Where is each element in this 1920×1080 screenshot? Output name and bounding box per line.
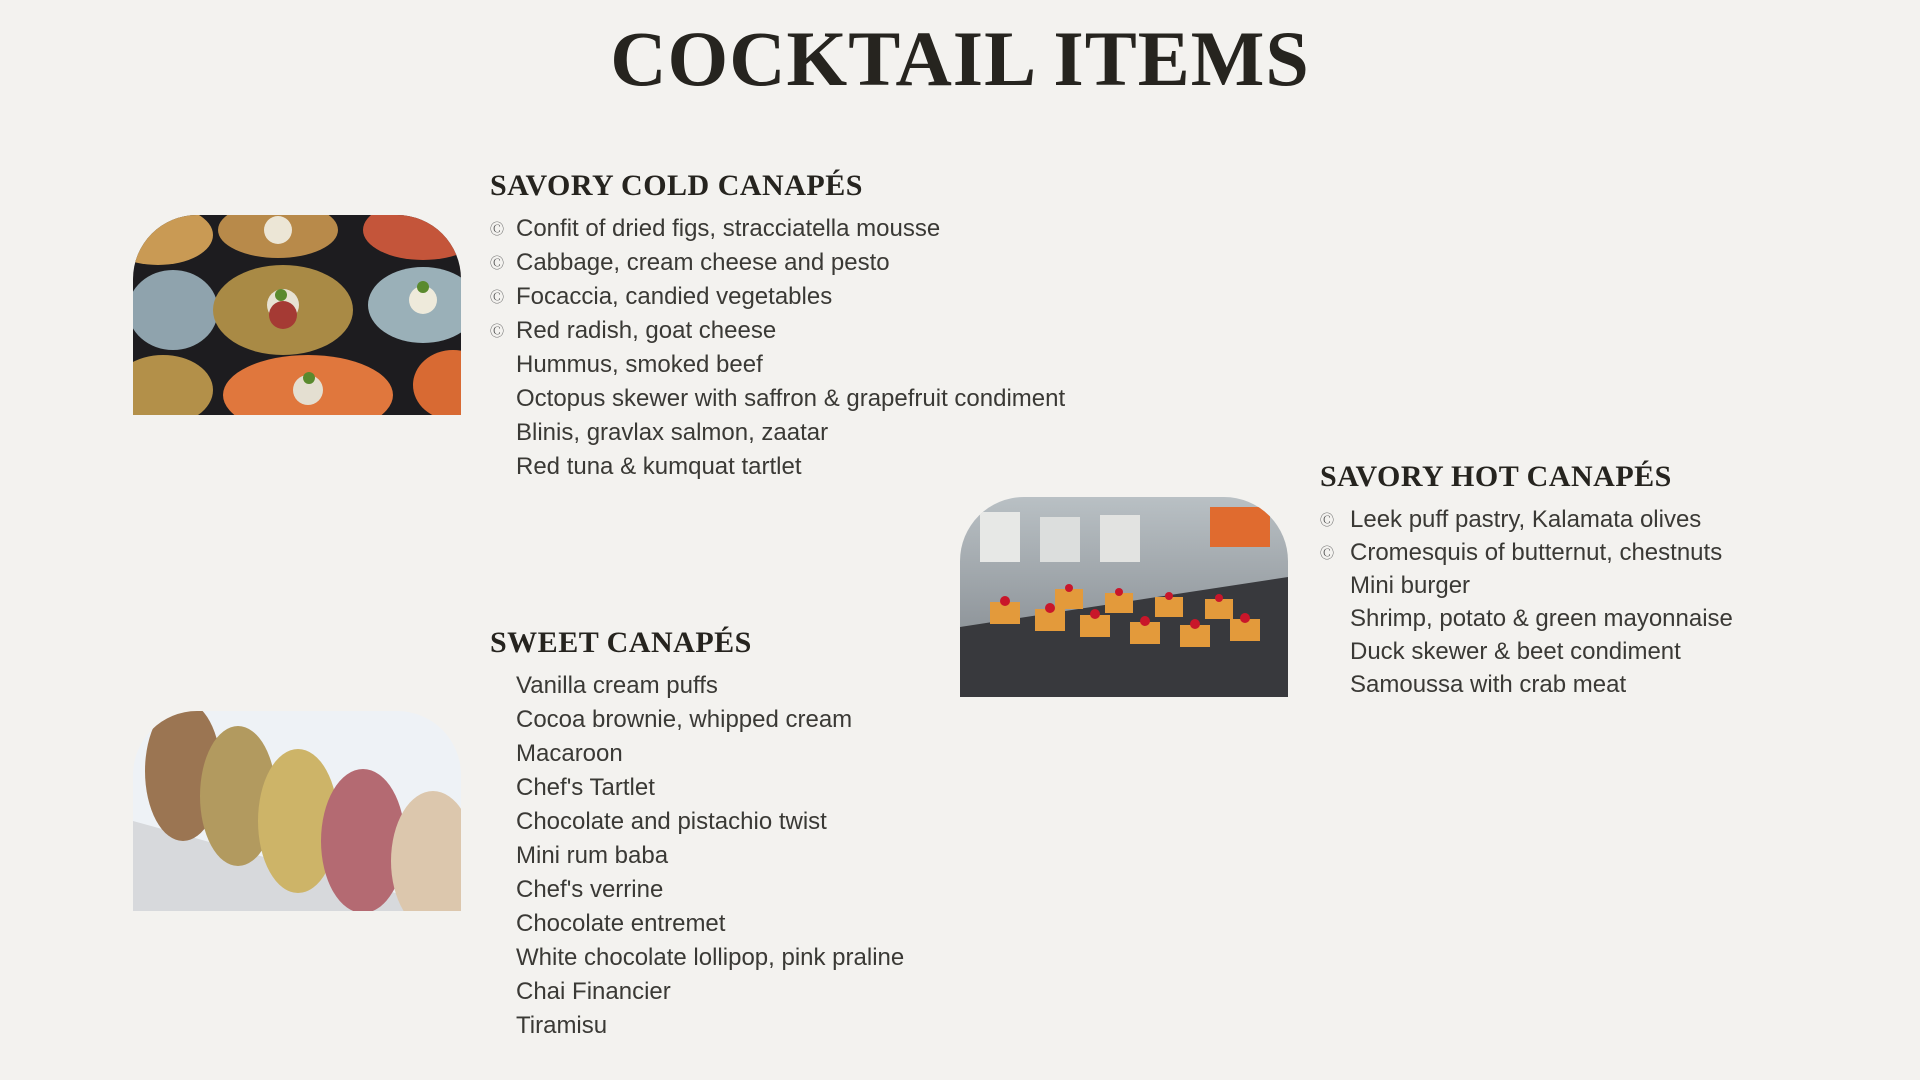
item-label: Mini burger (1350, 571, 1471, 599)
vegetarian-leaf-icon: Ⓒ (490, 323, 504, 339)
list-item (490, 669, 904, 703)
list-item (490, 941, 904, 975)
item-label: Chocolate entremet (516, 910, 726, 937)
menu-list (490, 212, 1065, 484)
list-item (490, 805, 904, 839)
item-label: Red radish, goat cheese (516, 317, 777, 344)
list-item (1320, 668, 1733, 701)
vegetarian-leaf-icon: Ⓒ (1320, 544, 1334, 561)
menu-list (1320, 503, 1733, 701)
item-label: Hummus, smoked beef (516, 351, 763, 378)
vegetarian-leaf-icon: Ⓒ (490, 255, 504, 271)
vegetarian-leaf-icon: Ⓒ (1320, 511, 1334, 528)
vegetarian-leaf-icon: Ⓒ (490, 221, 504, 237)
list-item (490, 246, 1065, 280)
section-heading: SAVORY COLD CANAPÉS (490, 169, 863, 202)
list-item (490, 416, 1065, 450)
list-item (1320, 635, 1733, 668)
item-label: Blinis, gravlax salmon, zaatar (516, 419, 829, 446)
item-label: Chef's Tartlet (516, 774, 655, 801)
savory-hot-section (1320, 459, 1733, 701)
list-item (1320, 536, 1733, 569)
list-item (490, 907, 904, 941)
item-label: Red tuna & kumquat tartlet (516, 453, 802, 480)
list-item (490, 280, 1065, 314)
item-label: Chef's verrine (516, 876, 664, 903)
item-label: Cocoa brownie, whipped cream (516, 706, 853, 733)
list-item (490, 348, 1065, 382)
cold-canapes-photo (133, 215, 461, 415)
list-item (490, 975, 904, 1009)
item-label: Leek puff pastry, Kalamata olives (1350, 505, 1702, 533)
item-label: Confit of dried figs, stracciatella mousse (516, 215, 941, 242)
item-label: Octopus skewer with saffron & grapefruit condiment (516, 385, 1066, 412)
item-label: Chocolate and pistachio twist (516, 808, 827, 835)
menu-list (490, 669, 904, 1043)
hot-canapes-photo (960, 497, 1288, 697)
item-label: Shrimp, potato & green mayonnaise (1350, 604, 1733, 632)
list-item (490, 771, 904, 805)
section-heading: SWEET CANAPÉS (490, 626, 752, 659)
item-label: Focaccia, candied vegetables (516, 283, 833, 310)
list-item (490, 703, 904, 737)
macaroons-photo (133, 711, 461, 911)
item-label: Samoussa with crab meat (1350, 670, 1627, 698)
sweet-section (490, 625, 904, 1043)
list-item (490, 873, 904, 907)
item-label: Chai Financier (516, 978, 671, 1005)
item-label: Tiramisu (516, 1012, 608, 1039)
list-item (1320, 503, 1733, 536)
list-item (490, 737, 904, 771)
list-item (490, 212, 1065, 246)
list-item (1320, 569, 1733, 602)
item-label: Duck skewer & beet condiment (1350, 637, 1681, 665)
item-label: Cabbage, cream cheese and pesto (516, 249, 890, 276)
savory-cold-section (490, 168, 1065, 484)
item-label: Vanilla cream puffs (516, 672, 718, 699)
list-item (490, 1009, 904, 1043)
item-label: Mini rum baba (516, 842, 669, 869)
list-item (490, 314, 1065, 348)
item-label: Cromesquis of butternut, chestnuts (1350, 538, 1723, 566)
section-heading: SAVORY HOT CANAPÉS (1320, 460, 1672, 493)
page-title: COCKTAIL ITEMS (610, 15, 1310, 102)
item-label: Macaroon (516, 740, 623, 767)
list-item (1320, 602, 1733, 635)
list-item (490, 450, 1065, 484)
list-item (490, 839, 904, 873)
list-item (490, 382, 1065, 416)
vegetarian-leaf-icon: Ⓒ (490, 289, 504, 305)
item-label: White chocolate lollipop, pink praline (516, 944, 905, 971)
